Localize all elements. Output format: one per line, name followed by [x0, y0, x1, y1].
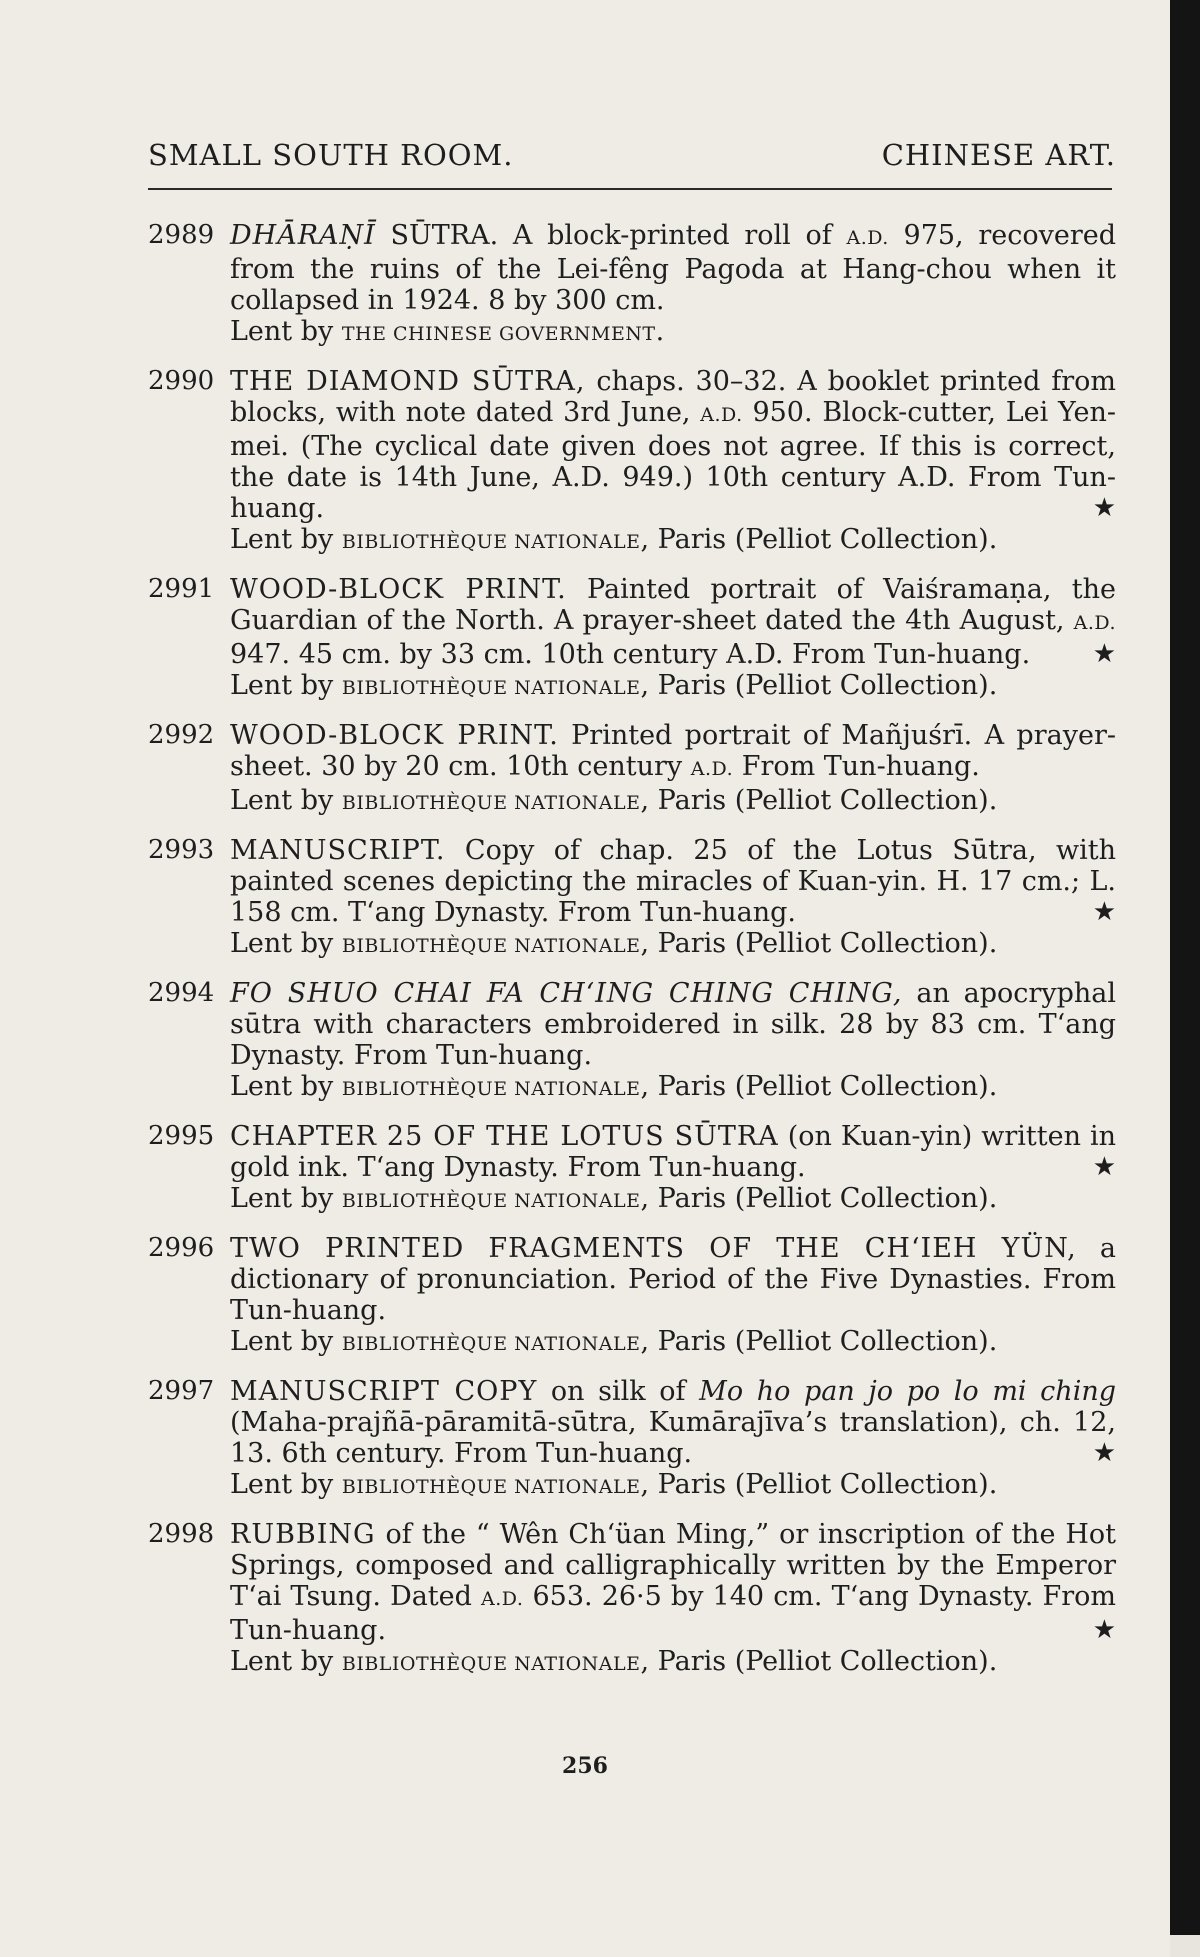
entry-description [230, 366, 1116, 524]
entry-lender [230, 1326, 1116, 1360]
lender-name: THE CHINESE GOVERNMENT [341, 323, 656, 345]
lender-location: , Paris (Pelliot Collection). [640, 670, 998, 701]
catalogue-entry [148, 978, 1116, 1105]
entry-lender [230, 1469, 1116, 1503]
entry-title: DHĀRAṆĪ [230, 220, 376, 251]
lender-name: BIBLIOTHÈQUE NATIONALE [341, 677, 641, 699]
entry-text [230, 720, 1116, 819]
entry-description [230, 720, 1116, 785]
lender-location: . [655, 316, 665, 347]
lender-name: BIBLIOTHÈQUE NATIONALE [341, 1653, 641, 1675]
entry-details-continued: 653. 26·5 by 140 cm. T‘ang Dynasty. From Tun-huang. [230, 1581, 1116, 1646]
lender-location: , Paris (Pelliot Collection). [640, 1071, 998, 1102]
entry-description [230, 1519, 1116, 1646]
catalogue-entries [148, 220, 1116, 1696]
era-abbreviation: A.D. [846, 227, 889, 249]
entry-title: WOOD-BLOCK PRINT. [230, 720, 559, 751]
entry-text [230, 1121, 1116, 1217]
catalogue-entry [148, 835, 1116, 962]
entry-details-continued: 947. 45 cm. by 33 cm. 10th century A.D. From Tun-huang. [230, 639, 1031, 670]
entry-description [230, 574, 1116, 670]
entry-lender [230, 1071, 1116, 1105]
star-icon: ★ [1092, 897, 1116, 927]
entry-details: a dictionary of pronunciation. Period of the Five Dynasties. From Tun-huang. [230, 1233, 1116, 1326]
entry-text [230, 835, 1116, 962]
entry-description [230, 978, 1116, 1071]
entry-text [230, 1233, 1116, 1360]
entry-number: 2989 [148, 220, 215, 250]
entry-details: Copy of chap. 25 of the Lotus Sūtra, with painted scenes depicting the miracles of Kuan-yin. H. 17 cm.; L. 158 cm. T‘ang Dynasty. From Tun-huang. [230, 835, 1116, 928]
entry-title: TWO PRINTED FRAGMENTS OF THE CH‘IEH YÜN, [230, 1233, 1077, 1264]
page-number: 256 [562, 1753, 608, 1779]
catalogue-entry [148, 366, 1116, 558]
entry-lender [230, 670, 1116, 704]
lender-location: , Paris (Pelliot Collection). [640, 1326, 998, 1357]
header-rule [148, 188, 1112, 190]
lender-prefix: Lent by [230, 785, 342, 816]
entry-title: CHAPTER 25 OF THE LOTUS SŪTRA [230, 1121, 779, 1152]
entry-lender [230, 1183, 1116, 1217]
catalogue-entry [148, 1121, 1116, 1217]
catalogue-entry [148, 574, 1116, 704]
catalogue-entry [148, 1233, 1116, 1360]
entry-number: 2992 [148, 720, 215, 750]
star-icon: ★ [1092, 1152, 1116, 1182]
page-corner [1170, 1935, 1200, 1957]
entry-number: 2996 [148, 1233, 215, 1263]
running-header [148, 138, 1116, 172]
lender-prefix: Lent by [230, 1183, 342, 1214]
entry-lender [230, 928, 1116, 962]
entry-text [230, 220, 1116, 350]
entry-number: 2998 [148, 1519, 215, 1549]
entry-text [230, 1519, 1116, 1680]
entry-description [230, 835, 1116, 928]
entry-lender [230, 316, 1116, 350]
catalogue-entry [148, 720, 1116, 819]
catalogue-entry [148, 1376, 1116, 1503]
entry-number: 2994 [148, 978, 215, 1008]
entry-details: (on Kuan-yin) written in gold ink. T‘ang Dynasty. From Tun-huang. [230, 1121, 1116, 1183]
lender-name: BIBLIOTHÈQUE NATIONALE [341, 531, 641, 553]
lender-name: BIBLIOTHÈQUE NATIONALE [341, 1078, 641, 1100]
lender-location: , Paris (Pelliot Collection). [640, 1469, 998, 1500]
catalogue-entry [148, 1519, 1116, 1680]
lender-name: BIBLIOTHÈQUE NATIONALE [341, 792, 641, 814]
star-icon: ★ [1092, 639, 1116, 669]
entry-description [230, 1121, 1116, 1183]
lender-prefix: Lent by [230, 670, 342, 701]
lender-prefix: Lent by [230, 316, 342, 347]
entry-details-continued: (Maha-prajñā-pāramitā-sūtra, Kumārajīva’s translation), ch. 12, 13. 6th century. From Tun-huang. [230, 1407, 1116, 1469]
entry-details: Printed portrait of Mañjuśrī. A prayer-sheet. 30 by 20 cm. 10th century [230, 720, 1116, 782]
lender-prefix: Lent by [230, 524, 342, 555]
era-abbreviation: A.D. [1073, 612, 1116, 634]
entry-details: of the “ Wên Ch‘üan Ming,” or inscription of the Hot Springs, composed and calligraphically written by the Emperor T‘ai Tsung. Dated [230, 1519, 1116, 1612]
lender-location: , Paris (Pelliot Collection). [640, 785, 998, 816]
entry-italic-title: Mo ho pan jo po lo mi ching [699, 1376, 1116, 1407]
lender-name: BIBLIOTHÈQUE NATIONALE [341, 1333, 641, 1355]
entry-details: Painted portrait of Vaiśramaṇa, the Guardian of the North. A prayer-sheet dated the 4th August, [230, 574, 1116, 636]
lender-name: BIBLIOTHÈQUE NATIONALE [341, 935, 641, 957]
entry-details-continued: 950. Block-cutter, Lei Yen-mei. (The cyclical date given does not agree. If this is correct, the date is 14th June, A.D. 949.) 10th century A.D. From Tun-huang. [230, 397, 1116, 524]
entry-title: MANUSCRIPT. [230, 835, 446, 866]
entry-description [230, 220, 1116, 316]
era-abbreviation: A.D. [690, 758, 734, 780]
header-section: CHINESE ART. [881, 138, 1116, 172]
lender-name: BIBLIOTHÈQUE NATIONALE [341, 1190, 641, 1212]
star-icon: ★ [1092, 1615, 1116, 1645]
entry-title: THE DIAMOND SŪTRA, [230, 366, 586, 397]
entry-text [230, 978, 1116, 1105]
era-abbreviation: A.D. [700, 404, 743, 426]
entry-number: 2997 [148, 1376, 215, 1406]
lender-location: , Paris (Pelliot Collection). [640, 1646, 998, 1677]
entry-details: chaps. 30–32. A booklet printed from blocks, with note dated 3rd June, [230, 366, 1116, 428]
entry-details: an apocryphal sūtra with characters embroidered in silk. 28 by 83 cm. T‘ang Dynasty. From Tun-huang. [230, 978, 1116, 1071]
entry-details-continued: From Tun-huang. [733, 751, 980, 782]
entry-number: 2990 [148, 366, 215, 396]
lender-prefix: Lent by [230, 928, 342, 959]
lender-prefix: Lent by [230, 1469, 342, 1500]
catalogue-entry [148, 220, 1116, 350]
entry-number: 2993 [148, 835, 215, 865]
entry-title: MANUSCRIPT COPY [230, 1376, 538, 1407]
entry-title: FO SHUO CHAI FA CH‘ING CHING CHING, [230, 978, 903, 1009]
entry-details: on silk of [537, 1376, 700, 1407]
lender-prefix: Lent by [230, 1326, 342, 1357]
lender-location: , Paris (Pelliot Collection). [640, 524, 998, 555]
star-icon: ★ [1092, 493, 1116, 523]
entry-lender [230, 1646, 1116, 1680]
entry-text [230, 1376, 1116, 1503]
entry-description [230, 1376, 1116, 1469]
entry-details: SŪTRA. A block-printed roll of [375, 220, 847, 251]
entry-number: 2995 [148, 1121, 215, 1151]
entry-lender [230, 524, 1116, 558]
entry-number: 2991 [148, 574, 215, 604]
entry-title: RUBBING [230, 1519, 376, 1550]
entry-lender [230, 785, 1116, 819]
lender-name: BIBLIOTHÈQUE NATIONALE [341, 1476, 641, 1498]
entry-text [230, 574, 1116, 704]
entry-text [230, 366, 1116, 558]
star-icon: ★ [1092, 1438, 1116, 1468]
entry-title: WOOD-BLOCK PRINT. [230, 574, 567, 605]
lender-prefix: Lent by [230, 1646, 342, 1677]
era-abbreviation: A.D. [481, 1588, 524, 1610]
header-room: SMALL SOUTH ROOM. [148, 138, 514, 172]
lender-prefix: Lent by [230, 1071, 342, 1102]
book-spine-edge [1170, 0, 1200, 1957]
lender-location: , Paris (Pelliot Collection). [640, 1183, 998, 1214]
entry-details-continued: 975, recovered from the ruins of the Lei-fêng Pagoda at Hang-chou when it collapsed in 1924. 8 by 300 cm. [230, 220, 1116, 316]
entry-description [230, 1233, 1116, 1326]
lender-location: , Paris (Pelliot Collection). [640, 928, 998, 959]
